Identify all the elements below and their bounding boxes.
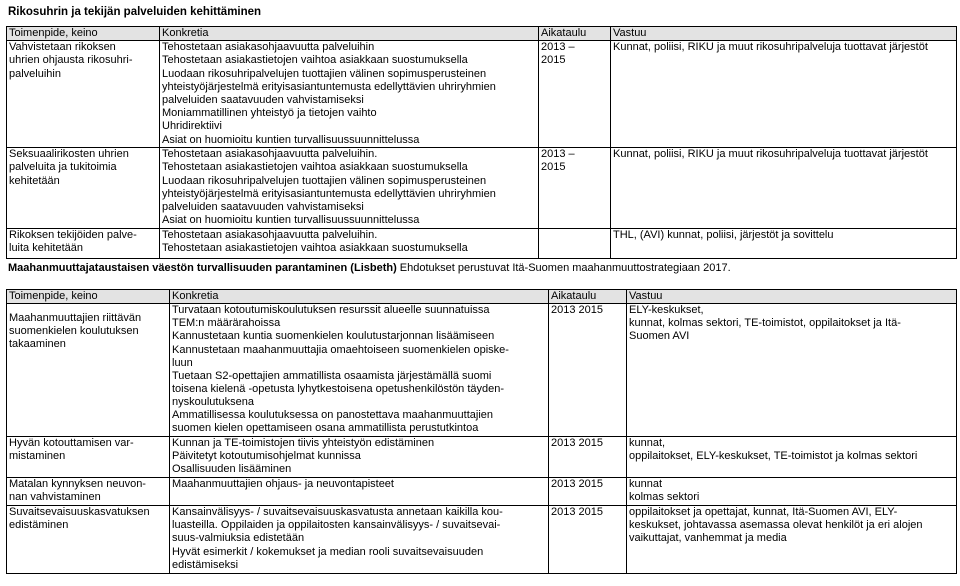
table-row (7, 478, 957, 506)
action-cell (7, 304, 170, 437)
cell-line: Maahanmuuttajien ohjaus- ja neuvontapisteet (172, 478, 394, 491)
cell-line: Ammatillisessa koulutuksessa on panostettava maahanmuuttajien (172, 409, 494, 422)
cell-line: TEM:n määrärahoissa (172, 317, 281, 330)
table-row (7, 437, 957, 478)
cell-line: mistaminen (9, 450, 66, 463)
action-cell (7, 478, 170, 506)
cell-line: Uhridirektiivi (162, 120, 222, 133)
cell-line: Tehostetaan asiakastietojen vaihtoa asiakkaan suostumuksella (162, 54, 468, 67)
section-heading: Rikosuhrin ja tekijän palveluiden kehittäminen (8, 6, 262, 18)
victim-services-table (6, 26, 957, 259)
table-header-row (7, 27, 957, 41)
table-row (7, 41, 957, 148)
cell-line: yhteistyöjärjestelmä erityisasiantuntemusta edellyttävien uhriryhmien (162, 80, 496, 93)
responsibility-cell: Kunnat, poliisi, RIKU ja muut rikosuhripalveluja tuottavat järjestöt (611, 41, 957, 148)
cell-line: Tehostetaan asiakasohjaavuutta palveluihin. (162, 229, 378, 242)
cell-line: Kannustetaan kuntia suomenkielen koulutustarjonnan lisäämiseen (172, 330, 495, 343)
cell-line (9, 304, 167, 312)
cell-line: Tehostetaan asiakasohjaavuutta palveluihin. (162, 148, 378, 161)
details-cell (160, 229, 539, 259)
cell-line: suomen kielen opettamiseen osana ammatillista perustutkintoa (172, 422, 479, 435)
header-cell: Aikataulu (549, 290, 627, 304)
cell-line: Matalan kynnyksen neuvon- (9, 478, 146, 491)
details-cell (170, 304, 549, 437)
note-title: Maahanmuuttajataustaisen väestön turvallisuuden parantaminen (Lisbeth) (8, 262, 397, 275)
cell-line: Vahvistetaan rikoksen (9, 41, 116, 54)
cell-line: 2015 (541, 54, 566, 67)
cell-line: Tehostetaan asiakasohjaavuutta palveluihin (162, 41, 375, 54)
cell-line: Suvaitsevaisuuskasvatuksen (9, 506, 150, 519)
responsibility-cell (627, 304, 957, 437)
schedule-cell: 2013 2015 (549, 437, 627, 478)
header-cell: Aikataulu (539, 27, 611, 41)
cell-line: suus-valmiuksia edistetään (172, 532, 305, 545)
header-cell: Toimenpide, keino (7, 290, 170, 304)
table-row (7, 229, 957, 259)
cell-line: keskukset, johtavassa asemassa olevat henkilöt ja eri alojen (629, 519, 923, 532)
schedule-cell: 2013 2015 (549, 304, 627, 437)
cell-line: yhteistyöjärjestelmä erityisasiantuntemusta edellyttävien uhriryhmien (162, 187, 496, 200)
cell-line: Päivitetyt kotoutumisohjelmat kunnissa (172, 450, 361, 463)
details-cell (170, 478, 549, 506)
cell-line: Maahanmuuttajien riittävän (9, 312, 142, 325)
cell-line: Tehostetaan asiakastietojen vaihtoa asiakkaan suostumuksella (162, 161, 468, 174)
header-cell: Vastuu (627, 290, 957, 304)
cell-line: palveluita ja tukitoimia (9, 161, 117, 174)
cell-line: Asiat on huomioitu kuntien turvallisuussuunnittelussa (162, 214, 420, 227)
cell-line: uhrien ohjausta rikosuhri- (9, 54, 133, 67)
cell-line: Luodaan rikosuhripalvelujen tuottajien välinen sopimusperusteinen (162, 174, 487, 187)
cell-line: Hyvän kotouttamisen var- (9, 437, 134, 450)
cell-line: vaikuttajat, vanhemmat ja media (629, 532, 787, 545)
table-header-row (7, 290, 957, 304)
cell-line: Tuetaan S2-opettajien ammatillista osaamista järjestämällä suomi (172, 369, 492, 382)
cell-line: Asiat on huomioitu kuntien turvallisuussuunnittelussa (162, 133, 420, 146)
cell-line: 2013 – (541, 41, 575, 54)
schedule-cell (539, 229, 611, 259)
cell-line: Kannustetaan maahanmuuttajia omaehtoiseen suomenkielen opiske- (172, 343, 509, 356)
header-cell: Konkretia (160, 27, 539, 41)
cell-line: toisena kielenä -opetusta lyhytkestoisena opetushenkilöstön täyden- (172, 382, 505, 395)
cell-line: 2015 (541, 161, 566, 174)
table-row (7, 148, 957, 229)
cell-line: kunnat, (629, 437, 666, 450)
cell-line: kunnat (629, 478, 663, 491)
action-cell (7, 148, 160, 229)
cell-line: kunnat, kolmas sektori, TE-toimistot, oppilaitokset ja Itä- (629, 317, 901, 330)
cell-line: Hyvät esimerkit / kokemukset ja median rooli suvaitsevaisuuden (172, 545, 484, 558)
cell-line: Osallisuuden lisääminen (172, 463, 292, 476)
cell-line: kolmas sektori (629, 491, 700, 504)
cell-line: oppilaitokset ja opettajat, kunnat, Itä-Suomen AVI, ELY- (629, 506, 898, 519)
responsibility-cell: THL, (AVI) kunnat, poliisi, järjestöt ja sovittelu (611, 229, 957, 259)
header-cell: Toimenpide, keino (7, 27, 160, 41)
schedule-cell (539, 41, 611, 148)
cell-line: 2013 – (541, 148, 575, 161)
cell-line: Rikoksen tekijöiden palve- (9, 229, 137, 242)
cell-line: palveluihin (9, 67, 61, 80)
cell-line: suomenkielen koulutuksen (9, 325, 139, 338)
details-cell (160, 41, 539, 148)
cell-line: Seksuaalirikosten uhrien (9, 148, 129, 161)
cell-line: palveluiden saatavuuden vahvistamiseksi (162, 201, 364, 214)
action-cell (7, 437, 170, 478)
cell-line: Kunnan ja TE-toimistojen tiivis yhteistyön edistäminen (172, 437, 435, 450)
cell-line: edistäminen (9, 519, 69, 532)
responsibility-cell (627, 478, 957, 506)
schedule-cell: 2013 2015 (549, 478, 627, 506)
cell-line: Turvataan kotoutumiskoulutuksen resurssit alueelle suunnatuissa (172, 304, 490, 317)
action-cell (7, 229, 160, 259)
cell-line: nan vahvistaminen (9, 491, 101, 504)
document-page (6, 0, 956, 574)
action-cell (7, 41, 160, 148)
immigrant-safety-table (6, 289, 957, 574)
header-cell: Konkretia (170, 290, 549, 304)
cell-line: luita kehitetään (9, 242, 83, 255)
cell-line: oppilaitokset, ELY-keskukset, TE-toimistot ja kolmas sektori (629, 450, 918, 463)
schedule-cell: 2013 2015 (549, 506, 627, 574)
responsibility-cell (627, 437, 957, 478)
cell-line: Luodaan rikosuhripalvelujen tuottajien välinen sopimusperusteinen (162, 67, 487, 80)
cell-line: palveluiden saatavuuden vahvistamiseksi (162, 94, 364, 107)
cell-line: luasteilla. Oppilaiden ja oppilaitosten kansainvälisyys- / suvaitsevai- (172, 519, 501, 532)
schedule-cell (539, 148, 611, 229)
cell-line: edistämiseksi (172, 558, 239, 571)
cell-line: takaaminen (9, 338, 66, 351)
table-row (7, 304, 957, 437)
section-note (8, 262, 956, 275)
cell-line: kehitetään (9, 174, 60, 187)
details-cell (160, 148, 539, 229)
cell-line: Suomen AVI (629, 330, 690, 343)
cell-line: nyskoulutuksena (172, 395, 254, 408)
cell-line: Moniammatillinen yhteistyö ja tietojen vaihto (162, 107, 377, 120)
cell-line: luun (172, 356, 193, 369)
responsibility-cell (627, 506, 957, 574)
cell-line: ELY-keskukset, (629, 304, 704, 317)
details-cell (170, 437, 549, 478)
cell-line: Kansainvälisyys- / suvaitsevaisuuskasvatusta annetaan kaikilla kou- (172, 506, 503, 519)
action-cell (7, 506, 170, 574)
note-text: Ehdotukset perustuvat Itä-Suomen maahanmuuttostrategiaan 2017. (396, 262, 731, 275)
table-row (7, 506, 957, 574)
responsibility-cell: Kunnat, poliisi, RIKU ja muut rikosuhripalveluja tuottavat järjestöt (611, 148, 957, 229)
cell-line: Tehostetaan asiakastietojen vaihtoa asiakkaan suostumuksella (162, 242, 468, 255)
details-cell (170, 506, 549, 574)
header-cell: Vastuu (611, 27, 957, 41)
